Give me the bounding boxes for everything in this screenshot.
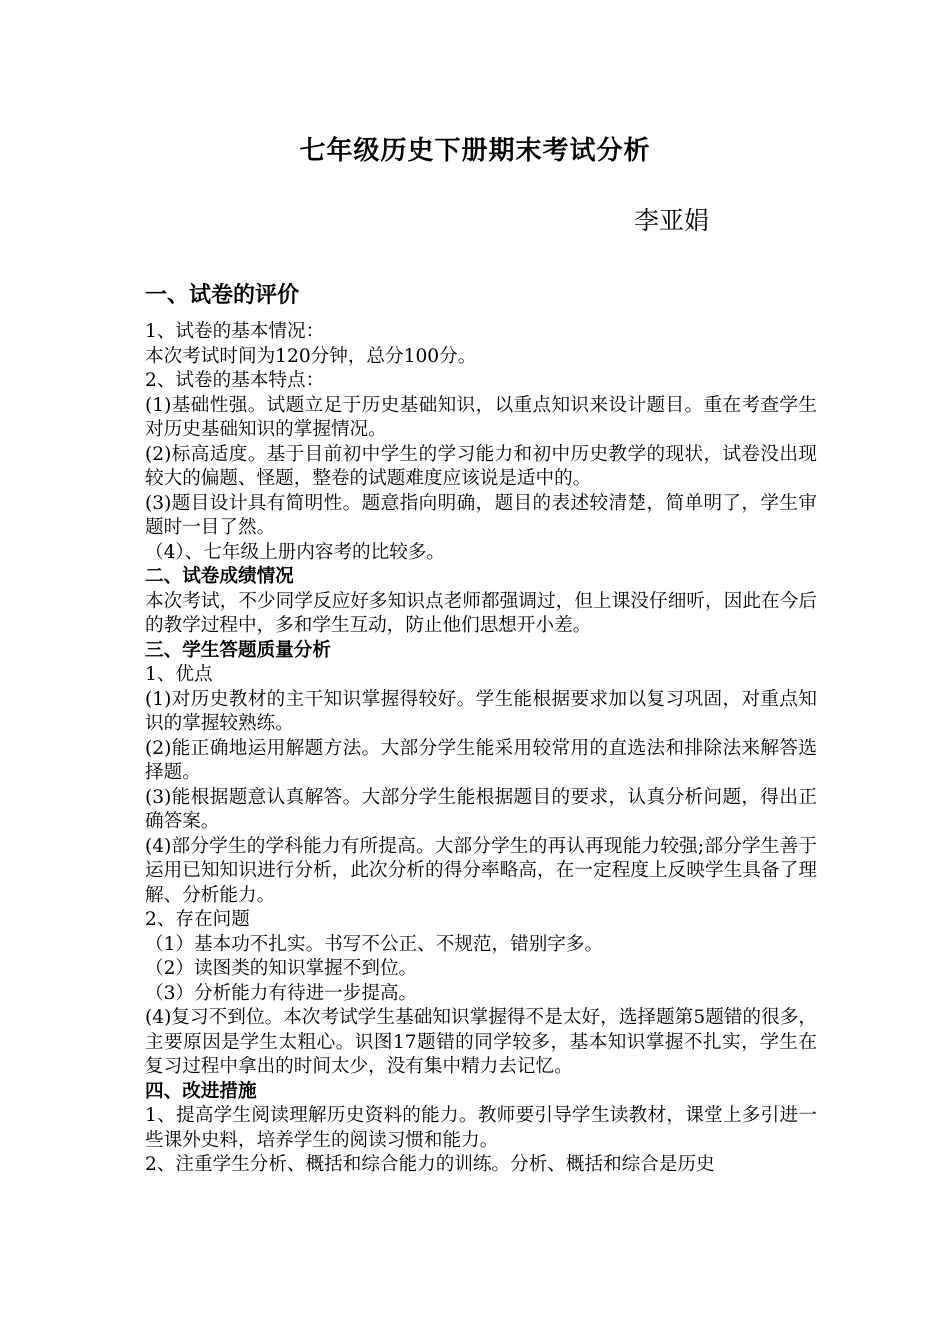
section-heading: 四、改进措施: [145, 1080, 257, 1102]
paragraph: 2、试卷的基本特点：: [145, 370, 325, 391]
section-heading: 二、试卷成绩情况: [145, 566, 294, 587]
document-title: 七年级历史下册期末考试分析: [299, 136, 651, 166]
paragraph: (4)部分学生的学科能力有所提高。大部分学生的再认再现能力较强;部分学生善于运用已知知识进行分析，此次分析的得分率略高，在一定程度上反映学生具备了理解、分析能力。: [145, 835, 817, 906]
paragraph: （3）分析能力有待进一步提高。: [145, 982, 418, 1004]
paragraph: (2)标高适度。基于目前初中学生的学习能力和初中历史教学的现状，试卷没出现较大的偏题、怪题，整卷的试题难度应该说是适中的。: [145, 443, 817, 489]
paragraph: 2、注重学生分析、概括和综合能力的训练。分析、概括和综合是历史: [145, 1154, 715, 1175]
section-heading: 三、学生答题质量分析: [145, 639, 331, 661]
paragraph: （1）基本功不扎实。书写不公正、不规范，错别字多。: [145, 933, 604, 955]
paragraph: (3)能根据题意认真解答。大部分学生能根据题目的要求，认真分析问题，得出正确答案。: [145, 786, 817, 832]
section-heading-1: 一、试卷的评价: [145, 282, 300, 308]
author-name: 李亚娟: [634, 206, 710, 235]
paragraph: 2、存在问题: [145, 909, 250, 930]
paragraph: (2)能正确地运用解题方法。大部分学生能采用较常用的直选法和排除法来解答选择题。: [145, 737, 817, 783]
paragraph: (3)题目设计具有简明性。题意指向明确，题目的表述较清楚，简单明了，学生审题时一目了然。: [145, 492, 817, 538]
document-body: [145, 320, 817, 1178]
paragraph: (4)复习不到位。本次考试学生基础知识掌握得不是太好，选择题第5题错的很多，主要原因是学生太粗心。识图17题错的同学较多，基本知识掌握不扎实，学生在复习过程中拿出的时间太少，没有集中精力去记忆。: [145, 1007, 817, 1077]
paragraph: (1)对历史教材的主干知识掌握得较好。学生能根据要求加以复习巩固，对重点知识的掌握较熟练。: [145, 688, 817, 734]
paragraph: 本次考试，不少同学反应好多知识点老师都强调过，但上课没仔细听，因此在今后的教学过程中，多和学生互动，防止他们思想开小差。: [145, 590, 817, 636]
paragraph: 本次考试时间为120分钟，总分100分。: [145, 345, 477, 367]
paragraph: 1、提高学生阅读理解历史资料的能力。教师要引导学生读教材，课堂上多引进一些课外史料，培养学生的阅读习惯和能力。: [145, 1105, 817, 1151]
paragraph: (1)基础性强。试题立足于历史基础知识，以重点知识来设计题目。重在考查学生对历史基础知识的掌握情况。: [145, 394, 817, 440]
paragraph: （4）、七年级上册内容考的比较多。: [145, 541, 446, 563]
paragraph: 1、优点: [145, 664, 213, 685]
paragraph: 1、试卷的基本情况：: [145, 321, 325, 342]
paragraph: （2）读图类的知识掌握不到位。: [145, 958, 418, 979]
